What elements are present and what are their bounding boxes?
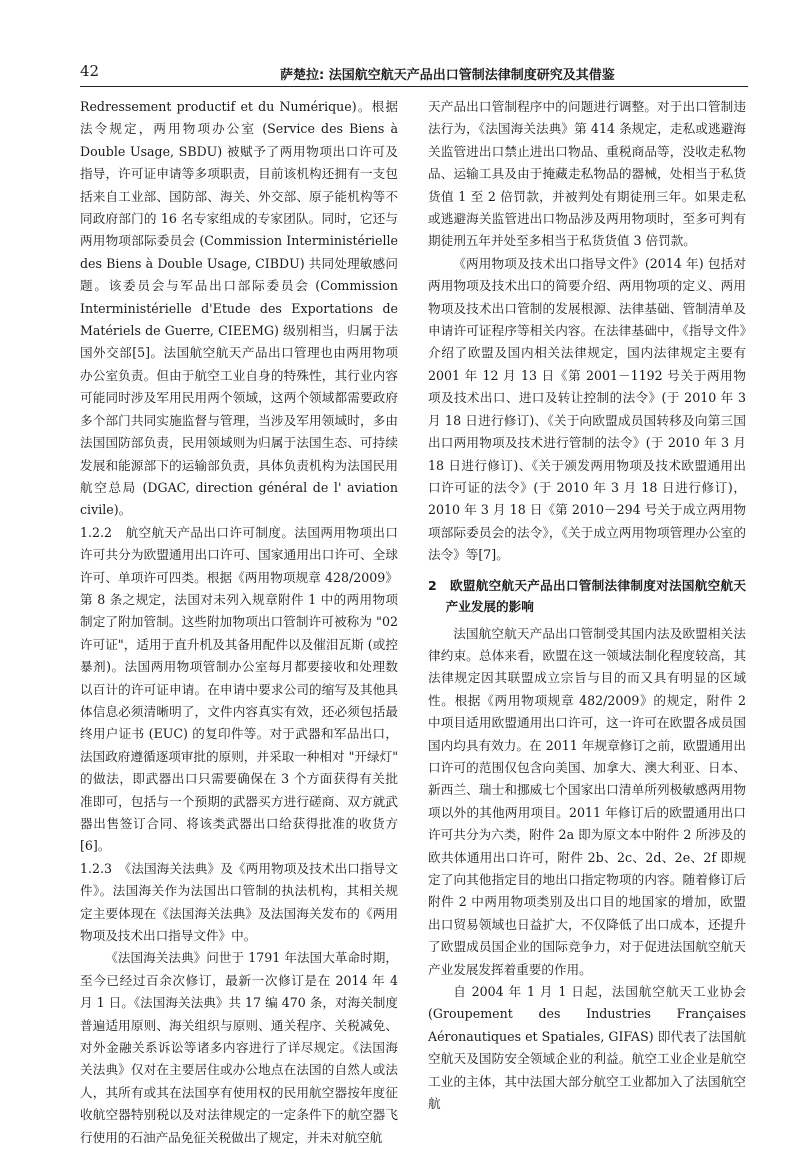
paragraph: 《两用物项及技术出口指导文件》(2014 年) 包括对两用物项及技术出口的简要介绍、两用物项的定义、两用物项及技术出口管制的发展根源、法律基础、管制清单及申请许可证程序等相关内容。在法律基础中，《指导文件》介绍了欧盟及国内相关法律规定，国内法律规定主要有 2001 年 12 月 13 日《第 2001－1192 号关于两用物项及技术出口、进口及转让控制的法令》(于 2010 年 3 月 18 日进行修订)、《关于向欧盟成员国转移及向第三国出口两用物项及技术进行管制的法令》(于 2010 年 3 月 18 日进行修订)、《关于颁发两用物项及技术欧盟通用出口许可证的法令》(于 2010 年 3 月 18 日进行修订)，2010 年 3 月 18 日《第 2010－294 号关于成立两用物项部际委员会的法令》，《关于成立两用物项管理办公室的法令》等[7]。 (428, 255, 746, 563)
paragraph: 《法国海关法典》问世于 1791 年法国大革命时期，至今已经过百余次修订，最新一次修订是在 2014 年 4 月 1 日。《法国海关法典》共 17 编 470 条，对海关制度普遍适用原则、海关组织与原则、通关程序、关税减免、对外金融关系诉讼等诸多内容进行了详尽规定。《法国海关法典》仅对在主要居住或办公地点在法国的自然人或法人，其所有或其在法国享有使用权的民用航空器按年度征收航空器特别税以及对法律规定的一定条件下的航空器飞行使用的石油产品免征关税做出了规定，并未对航空航 (80, 950, 398, 1145)
paragraph: 天产品出口管制程序中的问题进行调整。对于出口管制违法行为，《法国海关法典》第 414 条规定，走私或逃避海关监管进出口禁止进出口物品、重税商品等，没收走私物品、运输工具及由于掩藏走私物品的器械，处相当于私货货值 1 至 2 倍罚款，并被判处有期徒刑三年。如果走私或逃避海关监管进出口物品涉及两用物项时，至多可判有期徒刑五年并处至多相当于私货货值 3 倍罚款。 (428, 99, 746, 249)
paragraph: 1.2.3 《法国海关法典》及《两用物项及技术出口指导文件》。法国海关作为法国出口管制的执法机构，其相关规定主要体现在《法国海关法典》及法国海关发布的《两用物项及技术出口指导文件》中。 (80, 860, 398, 944)
page-header (80, 58, 748, 87)
page-number: 42 (80, 62, 100, 80)
paragraph: 1.2.2 航空航天产品出口许可制度。法国两用物项出口许可共分为欧盟通用出口许可、国家通用出口许可、全球许可、单项许可四类。根据《两用物项规章 428/2009》第 8 条之规定，法国对未列入规章附件 1 中的两用物项制定了附加管制。这些附加物项出口管制许可被称为 "02 许可证"，适用于直升机及其备用配件以及催泪瓦斯 (或控暴剂)。法国两用物项管制办公室每月都要接收和处理数以百计的许可证申请。在申请中要求公司的缩写及其他具体信息必须清晰明了，文件内容真实有效，还必须包括最终用户证书 (EUC) 的复印件等。对于武器和军品出口，法国政府遵循逐项审批的原则，并采取一种相对 "开绿灯" 的做法，即武器出口只需要确保在 3 个方面获得有关批准即可，包括与一个预期的武器买方进行磋商、双方就武器出售签订合同、将该类武器出口给获得批准的收货方[6]。 (80, 524, 398, 854)
left-column (80, 96, 398, 1149)
paragraph: Redressement productif et du Numérique)。根据法令规定，两用物项办公室 (Service des Biens à Double Usage, SBDU) 被赋予了两用物项出口许可及指导，许可证申请等多项职责，目前该机构还拥有一支包括来自工业部、国防部、海关、外交部、原子能机构等不同政府部门的 16 名专家组成的专家团队。同时，它还与两用物项部际委员会 (Commission Interministérielle des Biens à Double Usage, CIBDU) 共同处理敏感问题。该委员会与军品出口部际委员会 (Commission Interministérielle d'Etude des Exportations de Matériels de Guerre, CIEEMG) 级别相当，归属于法国外交部[5]。法国航空航天产品出口管理也由两用物项办公室负责。但由于航空工业自身的特殊性，其行业内容可能同时涉及军用民用两个领域，这两个领域都需要政府多个部门共同实施监督与管理，当涉及军用领域时，多由法国国防部负责，民用领域则为归属于法国生态、可持续发展和能源部下的运输部负责，具体负责机构为法国民用航空总局 (DGAC, direction général de l' aviation civile)。 (80, 99, 398, 518)
running-title: 萨楚拉: 法国航空航天产品出口管制法律制度研究及其借鉴 (280, 68, 615, 83)
right-column (428, 96, 746, 1115)
paragraph: 法国航空航天产品出口管制受其国内法及欧盟相关法律约束。总体来看，欧盟在这一领域法制化程度较高，其法律规定因其联盟成立宗旨与目的而又具有明显的区域性。根据《两用物项规章 482/2009》的规定，附件 2 中项目适用欧盟通用出口许可，这一许可在欧盟各成员国国内均具有效力。在 2011 年规章修订之前，欧盟通用出口许可的范围仅包含向美国、加拿大、澳大利亚、日本、新西兰、瑞士和挪威七个国家出口清单所列极敏感两用物项以外的其他两用项目。2011 年修订后的欧盟通用出口许可共分为六类，附件 2a 即为原文本中附件 2 所涉及的欧共体通用出口许可，附件 2b、2c、2d、2e、2f 即规定了向其他指定目的地出口指定物项的内容。随着修订后附件 2 中两用物项类别及出口目的地国家的增加，欧盟出口贸易领域也日益扩大，不仅降低了出口成本，还提升了欧盟成员国企业的国际竞争力，对于促进法国航空航天产业发展发挥着重要的作用。 (428, 625, 746, 977)
section-heading: 2 欧盟航空航天产品出口管制法律制度对法国航空航天产业发展的影响 (428, 577, 746, 614)
paragraph: 自 2004 年 1 月 1 日起，法国航空航天工业协会 (Groupement des Industries Françaises Aéronautiques et Spatiales, GIFAS) 即代表了法国航空航天及国防安全领域企业的利益。航空工业企业是航空工业的主体，其中法国大部分航空工业都加入了法国航空航 (428, 984, 746, 1112)
